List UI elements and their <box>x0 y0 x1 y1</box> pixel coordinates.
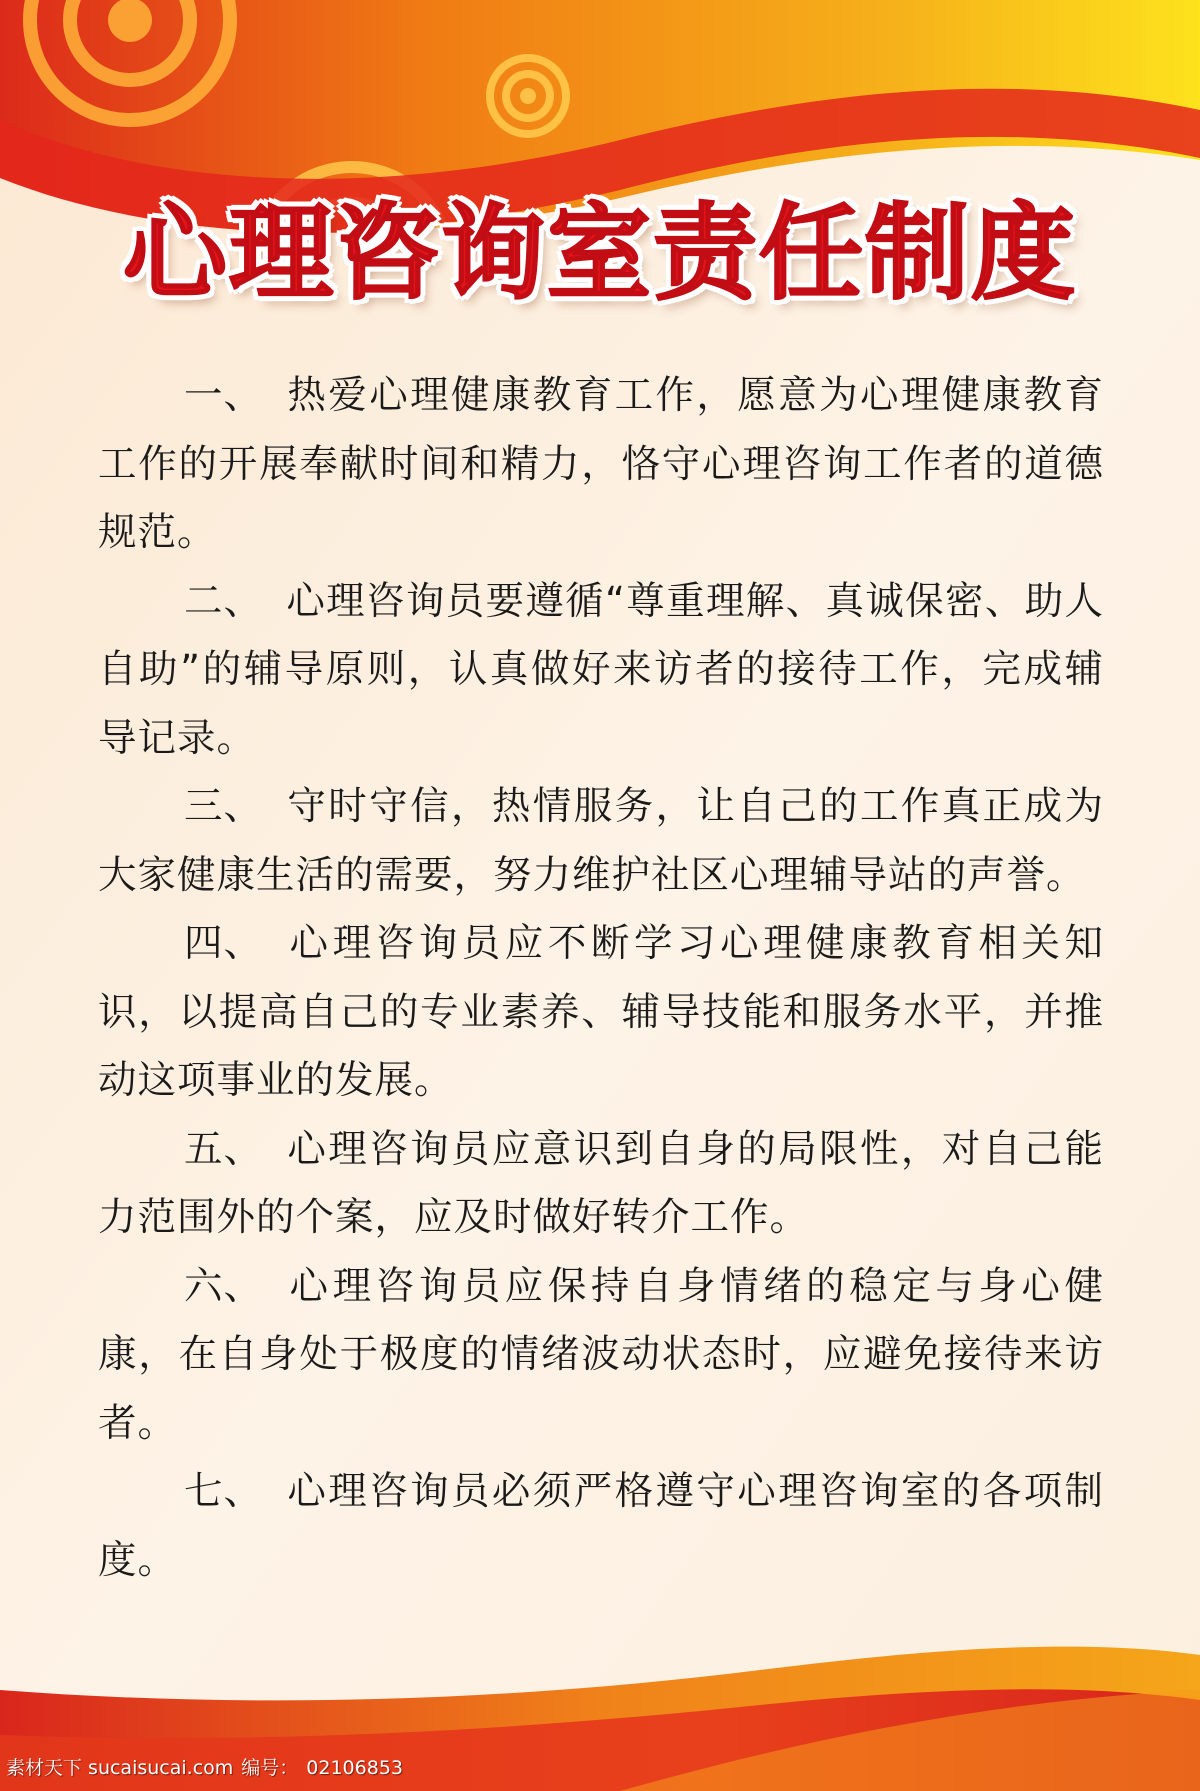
rule-text: 心理咨询员应保持自身情绪的稳定与身心健康，在自身处于极度的情绪波动状态时，应避免接待来访者。 <box>98 1263 1104 1446</box>
rule-item <box>98 1458 1104 1595</box>
watermark-site: 素材天下 sucaisucai.com <box>6 1757 234 1779</box>
rule-number: 一、 <box>184 373 264 418</box>
rule-item <box>98 1116 1104 1253</box>
rule-item <box>98 773 1104 910</box>
rule-text: 心理咨询员必须严格遵守心理咨询室的各项制度。 <box>98 1469 1104 1583</box>
rule-item <box>98 1253 1104 1459</box>
watermark-id-value: 02106853 <box>306 1757 404 1779</box>
rule-number: 三、 <box>184 784 264 829</box>
rule-text: 心理咨询员应意识到自身的局限性，对自己能力范围外的个案，应及时做好转介工作。 <box>98 1126 1104 1240</box>
rule-number: 二、 <box>184 578 264 624</box>
rule-number: 四、 <box>184 921 264 966</box>
rule-text: 热爱心理健康教育工作，愿意为心理健康教育工作的开展奉献时间和精力，恪守心理咨询工作者的道德规范。 <box>98 373 1104 555</box>
rule-item <box>98 362 1104 568</box>
rules-list <box>98 362 1104 1595</box>
poster-title: 心理咨询室责任制度 <box>122 192 1077 314</box>
rule-item <box>98 910 1104 1116</box>
rule-number: 七、 <box>184 1469 264 1514</box>
rule-item <box>98 568 1104 774</box>
watermark <box>0 1751 426 1785</box>
watermark-id-label: 编号： <box>241 1757 299 1779</box>
rule-number: 五、 <box>184 1126 264 1172</box>
rule-text: 心理咨询员要遵循“尊重理解、真诚保密、助人自助”的辅导原则，认真做好来访者的接待工作，完成辅导记录。 <box>98 578 1104 761</box>
rule-text: 心理咨询员应不断学习心理健康教育相关知识，以提高自己的专业素养、辅导技能和服务水平，并推动这项事业的发展。 <box>98 921 1104 1103</box>
rule-number: 六、 <box>184 1263 264 1309</box>
rule-text: 守时守信，热情服务，让自己的工作真正成为大家健康生活的需要，努力维护社区心理辅导站的声誉。 <box>98 784 1104 898</box>
